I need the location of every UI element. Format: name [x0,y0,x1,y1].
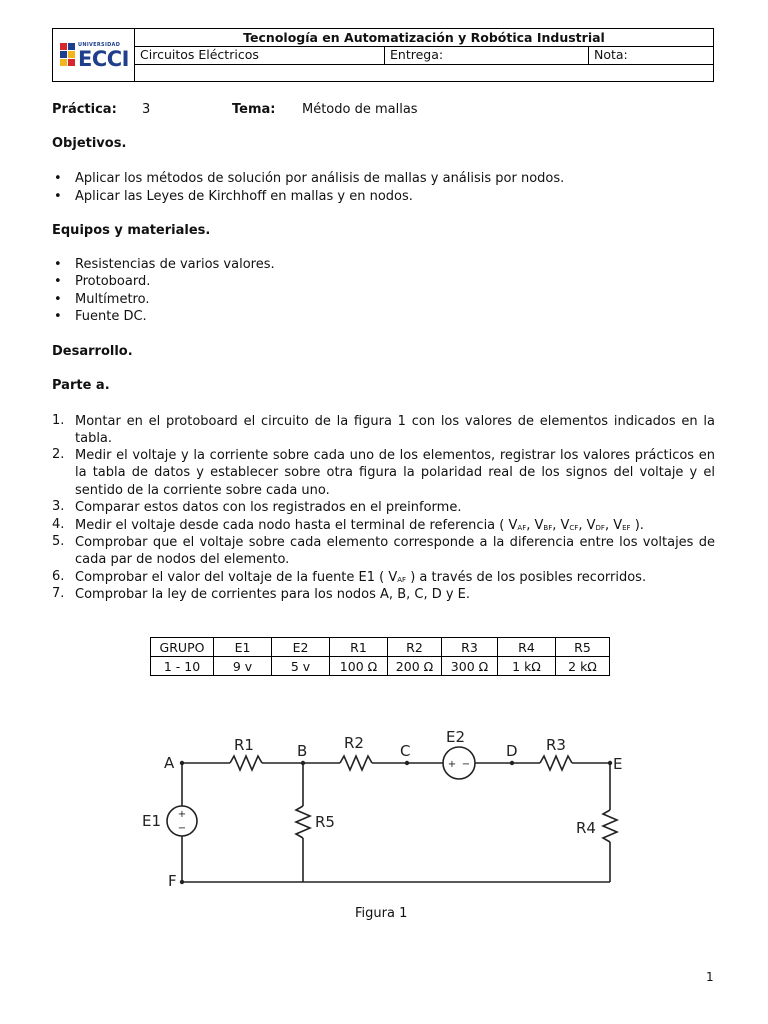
table-header-cell: E1 [214,638,272,657]
grade-field: Nota: [594,47,628,62]
label-r2: R2 [344,734,364,752]
course-name: Circuitos Eléctricos [135,46,385,64]
values-table [150,637,610,676]
figure-caption: Figura 1 [355,906,408,921]
material-item: Protoboard. [75,274,151,289]
header-title: Tecnología en Automatización y Robótica Industrial [135,29,713,47]
voltage-cf: VCF, [560,518,587,533]
university-logo [53,29,135,82]
node-label-b: B [297,742,308,760]
material-item: Multímetro. [75,292,150,307]
node-label-f: F [168,872,177,890]
table-row [151,657,610,676]
label-e1: E1 [142,812,162,830]
header-table [52,28,714,82]
step-text: Comprobar que el voltaje sobre cada elemento corresponde a la diferencia entre los voltajes de cada par de nodos del elemento. [75,535,715,568]
logo-word: ECCI [78,47,129,71]
objectives-heading: Objetivos. [52,136,127,151]
table-header-cell: R1 [330,638,388,657]
voltage-ef: VEF [613,518,631,533]
bullet-icon: • [54,189,62,204]
label-r5: R5 [315,813,335,831]
node-label-c: C [400,742,411,760]
svg-text:−: − [177,823,187,834]
logo-top-text: UNIVERSIDAD [78,42,121,48]
table-header-cell: R3 [442,638,498,657]
label-r3: R3 [546,736,566,754]
svg-text:−: − [461,759,471,770]
page-number: 1 [706,970,714,984]
table-cell: 1 - 10 [151,657,214,676]
table-header-cell: R2 [388,638,442,657]
resistor-r3 [540,756,572,770]
table-header-cell: R5 [556,638,610,657]
step-text: Montar en el protoboard el circuito de la figura 1 con los valores de elementos indicados en la tabla. [75,414,715,447]
table-header-cell: GRUPO [151,638,214,657]
table-cell: 5 v [272,657,330,676]
step-number: 7. [52,586,65,601]
resistor-r1 [230,756,262,770]
step-text: Medir el voltaje y la corriente sobre cada uno de los elementos, registrar los valores prácticos en la tabla de datos y establecer sobre otra figura la polaridad real de los signos del voltaje y el sentido de la corriente sobre cada uno. [75,448,715,498]
step-number: 6. [52,569,65,584]
material-item: Fuente DC. [75,309,147,324]
resistor-r5 [296,806,310,838]
objective-item: Aplicar las Leyes de Kirchhoff en mallas y en nodos. [75,189,413,204]
label-r1: R1 [234,736,254,754]
step-number: 5. [52,534,65,549]
step-text: Comprobar la ley de corrientes para los nodos A, B, C, D y E. [75,587,471,602]
topic-label: Tema: [232,102,276,117]
node-label-d: D [506,742,518,760]
bullet-icon: • [54,274,62,289]
delivery-field: Entrega: [385,46,589,64]
topic-value: Método de mallas [302,102,418,117]
objective-item: Aplicar los métodos de solución por análisis de mallas y análisis por nodos. [75,171,565,186]
step-text-voltages: Medir el voltaje desde cada nodo hasta el terminal de referencia ( VAF, VBF, VCF, VDF, VEF ). [75,518,644,533]
table-cell: 100 Ω [330,657,388,676]
bullet-icon: • [54,257,62,272]
bullet-icon: • [54,309,62,324]
development-heading: Desarrollo. [52,344,133,359]
resistor-r4 [603,810,617,842]
bullet-icon: • [54,171,62,186]
label-r4: R4 [576,819,596,837]
circuit-diagram [130,720,650,900]
node-label-e: E [613,755,623,773]
table-cell: 9 v [214,657,272,676]
table-cell: 200 Ω [388,657,442,676]
table-cell: 2 kΩ [556,657,610,676]
part-heading: Parte a. [52,378,110,393]
label-e2: E2 [446,728,466,746]
step-number: 3. [52,499,65,514]
voltage-df: VDF, [586,518,614,533]
header-row-info [135,46,713,65]
step-text-source: Comprobar el valor del voltaje de la fuente E1 ( VAF ) a través de los posibles recorridos. [75,570,647,585]
bullet-icon: • [54,292,62,307]
svg-text:+: + [177,809,187,820]
step-number: 2. [52,447,65,462]
material-item: Resistencias de varios valores. [75,257,275,272]
practice-label: Práctica: [52,102,117,117]
voltage-af: VAF, [508,518,535,533]
node-label-a: A [164,754,175,772]
step-number: 1. [52,413,65,428]
materials-heading: Equipos y materiales. [52,223,211,238]
resistor-r2 [340,756,372,770]
voltage-bf: VBF, [534,518,561,533]
table-header-cell: E2 [272,638,330,657]
logo-cubes-icon [60,43,76,67]
table-cell: 300 Ω [442,657,498,676]
svg-text:+: + [447,759,457,770]
step-number: 4. [52,517,65,532]
table-cell: 1 kΩ [498,657,556,676]
practice-number: 3 [142,102,151,117]
table-header-row [151,638,610,657]
step-text: Comparar estos datos con los registrados en el preinforme. [75,500,462,515]
table-header-cell: R4 [498,638,556,657]
